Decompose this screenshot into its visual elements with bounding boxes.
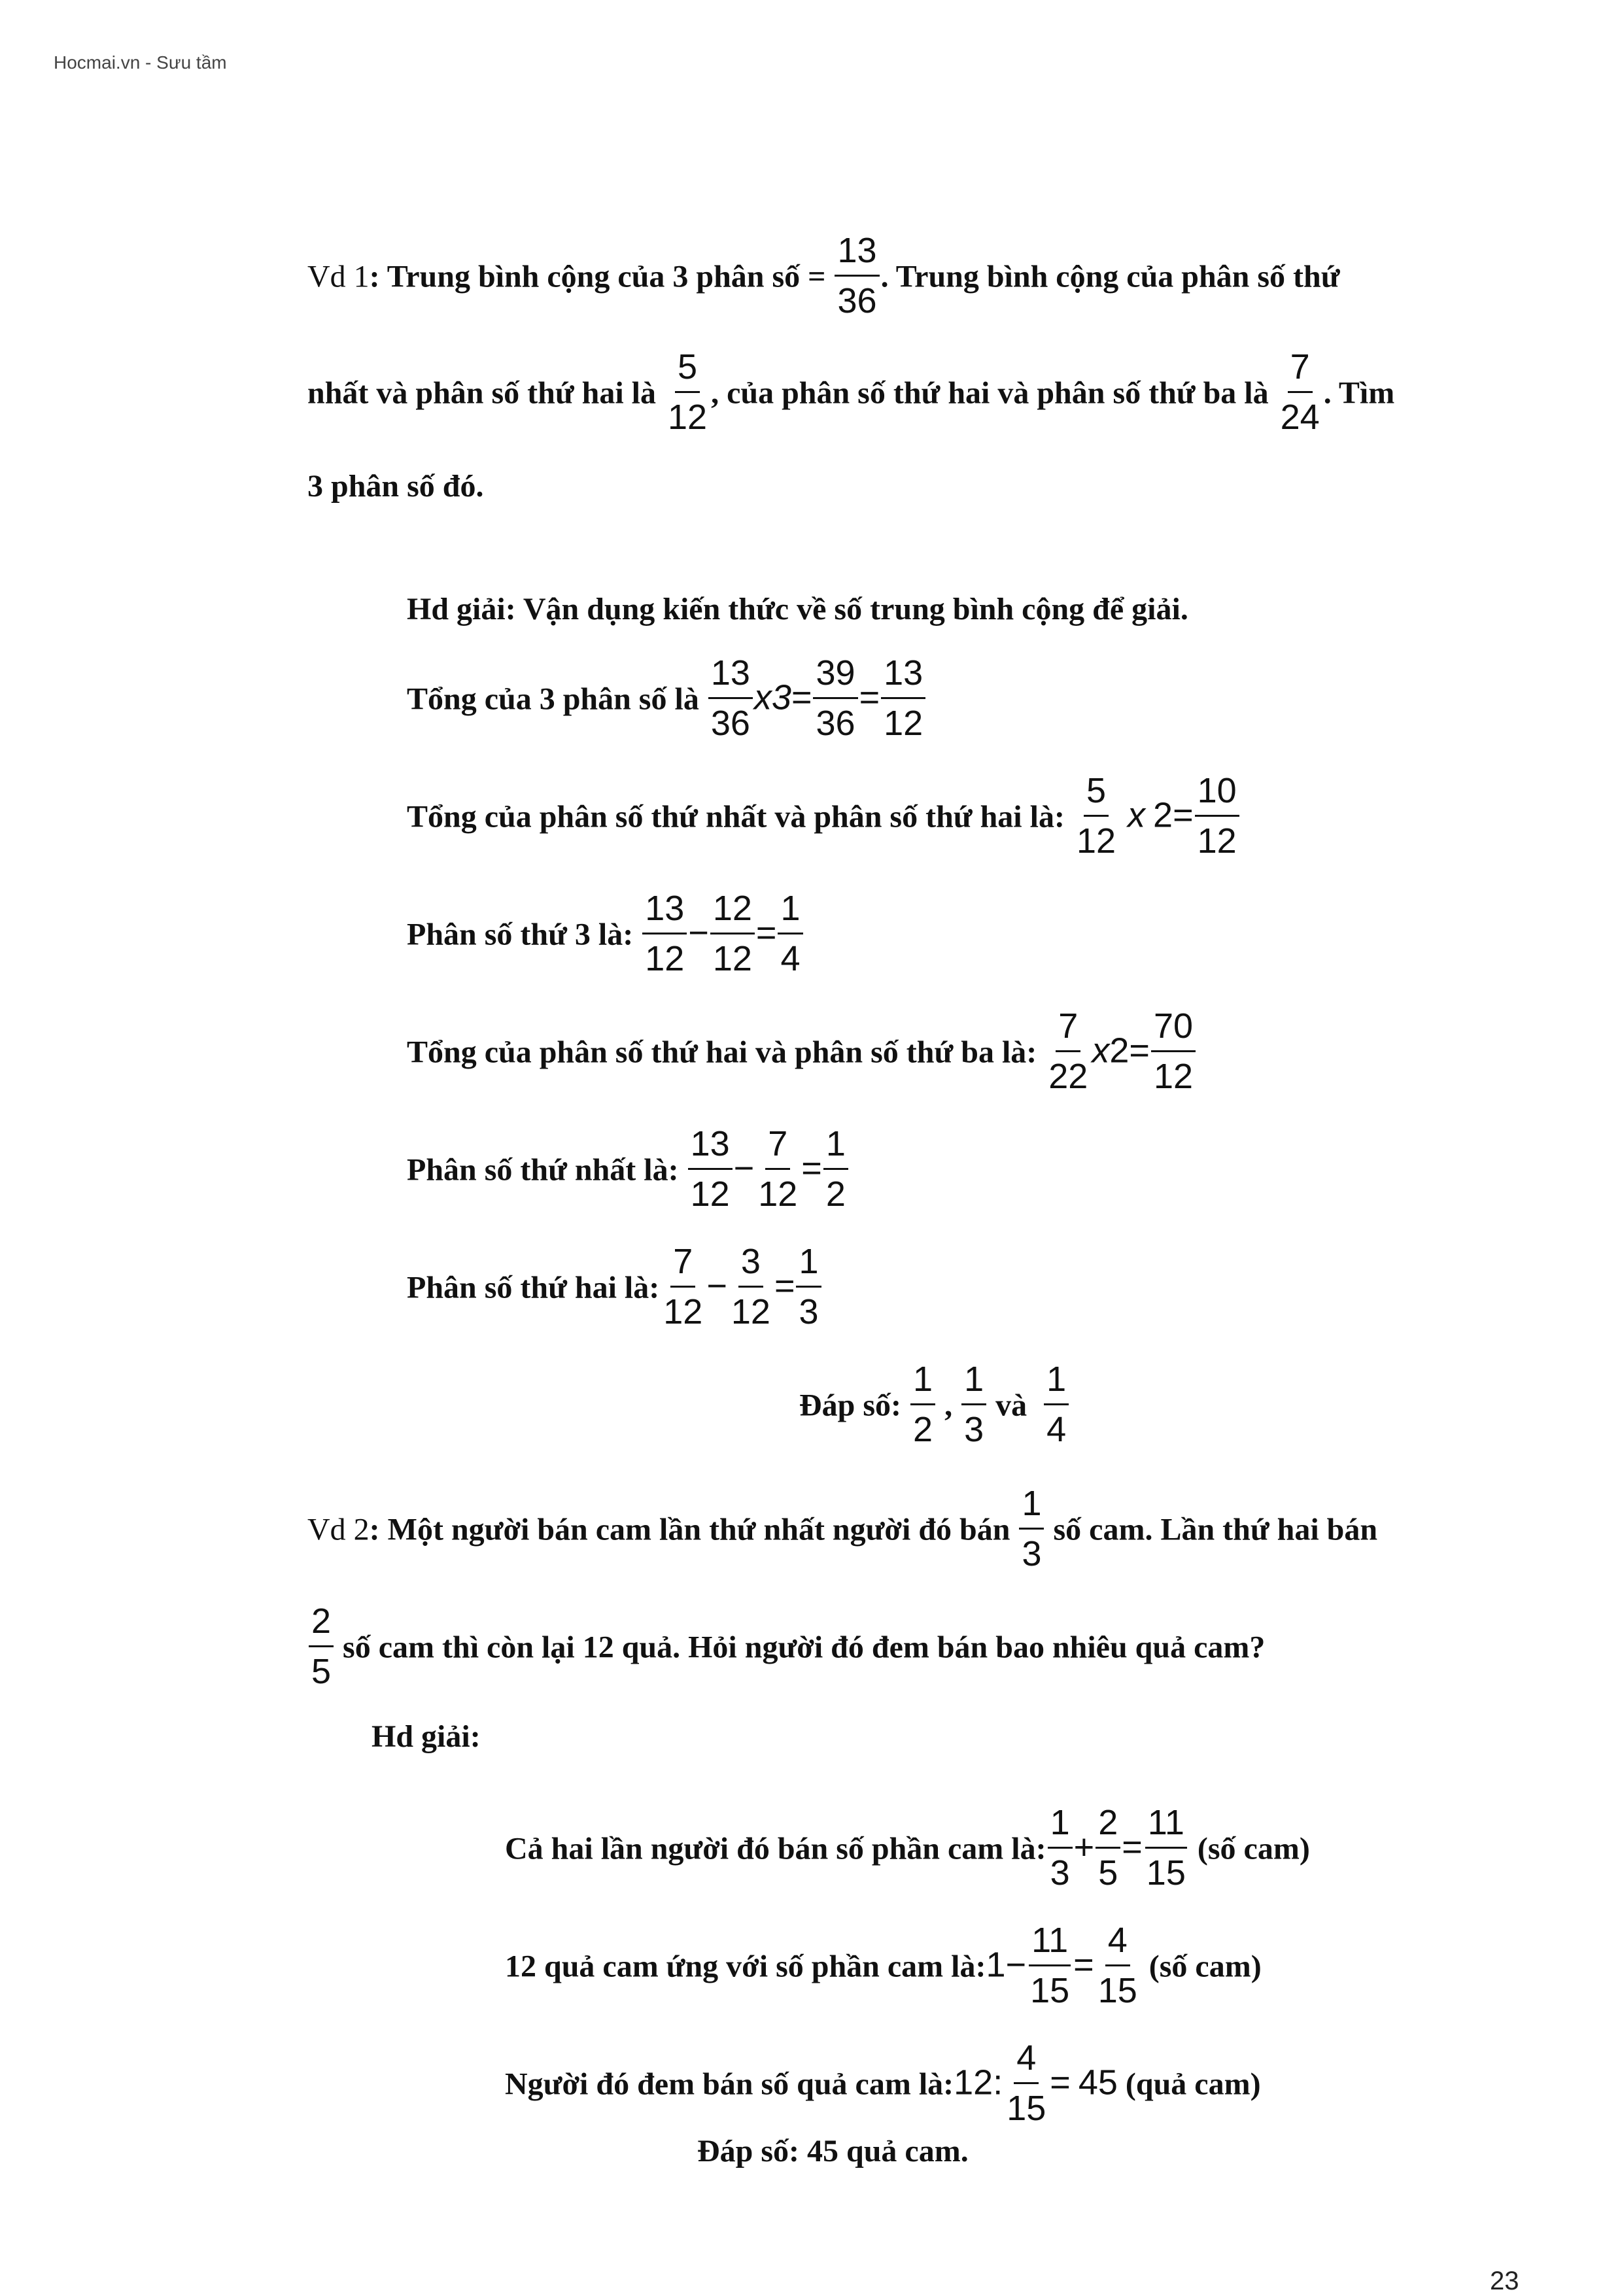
fraction: $\frac{2}{5}$: [1096, 1805, 1120, 1891]
fraction: $\frac{13}{12}$: [688, 1126, 733, 1212]
fraction: $\frac{3}{12}$: [731, 1242, 770, 1331]
vd2-step2: 12 quả cam ứng với số phần cam là:1− $\frac{11}{15}$ = $\frac{4}{15}$ (số cam): [505, 1921, 1262, 2010]
fraction: $\frac{10}{12}$: [1195, 773, 1239, 859]
fraction: $\frac{1}{4}$: [1044, 1362, 1069, 1447]
vd1-step1: Tổng của 3 phân số là $\frac{13}{36}$ x3= $\frac{39}{36}$ = $\frac{13}{12}$: [407, 659, 927, 745]
fraction: $\frac{1}{3}$: [1048, 1805, 1073, 1891]
fraction: $\frac{1}{3}$: [796, 1244, 821, 1329]
fraction: $\frac{11}{15}$: [1030, 1921, 1070, 2010]
fraction: $\frac{4}{15}$: [1097, 1921, 1137, 2010]
fraction: $\frac{1}{2}$: [823, 1126, 848, 1212]
vd1-f12-fraction: $\frac{5}{12}$: [668, 347, 708, 437]
vd1-line2: [307, 347, 1395, 439]
fraction: $\frac{7}{12}$: [663, 1242, 703, 1331]
fraction: $\frac{39}{36}$: [813, 655, 857, 741]
vd2-step1: Cả hai lần người đó bán số phần cam là: $\frac{1}{3}$ + $\frac{2}{5}$ = $\frac{11}{15}$ (số cam): [505, 1803, 1310, 1893]
vd2-answer: Đáp số: 45 quả cam.: [697, 2134, 969, 2168]
vd2-hd: Hd giải:: [371, 1719, 481, 1754]
vd1-line3: 3 phân số đó.: [307, 469, 484, 504]
fraction: $\frac{12}{12}$: [710, 891, 755, 976]
page-number: 23: [1490, 2267, 1519, 2295]
vd1-avg-fraction: $\frac{13}{36}$: [835, 233, 879, 318]
vd2-line1: Vd 2: Một người bán cam lần thứ nhất người đó bán $\frac{1}{3}$ số cam. Lần thứ hai bán: [307, 1484, 1378, 1573]
fraction: $\frac{13}{12}$: [881, 655, 925, 741]
fraction: $\frac{1}{2}$: [910, 1362, 935, 1447]
vd1-label: Vd 1: [307, 259, 370, 294]
vd2-label: Vd 2: [307, 1512, 370, 1547]
fraction: $\frac{13}{36}$: [708, 655, 753, 741]
fraction: $\frac{1}{3}$: [961, 1362, 986, 1447]
vd2-line2: $\frac{2}{5}$ số cam thì còn lại 12 quả. Hỏi người đó đem bán bao nhiêu quả cam?: [307, 1607, 1265, 1693]
vd1-line1-rest: . Trung bình cộng của phân số thứ: [880, 259, 1340, 294]
vd1-sep: :: [369, 259, 380, 294]
vd1-step2: Tổng của phân số thứ nhất và phân số thứ hai là: $\frac{5}{12}$ x 2= $\frac{10}{12}$: [407, 777, 1241, 863]
fraction: $\frac{7}{22}$: [1048, 1006, 1088, 1096]
vd1-line2-text: nhất và phân số thứ hai là: [307, 375, 656, 411]
fraction: $\frac{4}{15}$: [1007, 2038, 1046, 2128]
fraction: $\frac{1}{4}$: [778, 891, 802, 976]
vd1-hd-text: Vận dụng kiến thức về số trung bình cộng để giải.: [523, 592, 1188, 626]
vd1-line2-mid: , của phân số thứ hai và phân số thứ ba là: [711, 375, 1269, 411]
fraction: $\frac{11}{15}$: [1146, 1803, 1186, 1893]
fraction: $\frac{5}{12}$: [1076, 771, 1116, 861]
vd1-step4: Tổng của phân số thứ hai và phân số thứ ba là: $\frac{7}{22}$ x2= $\frac{70}{12}$: [407, 1012, 1197, 1098]
vd1-step3: Phân số thứ 3 là: $\frac{13}{12}$ − $\frac{12}{12}$ = $\frac{1}{4}$: [407, 895, 804, 980]
vd1-line1: [307, 231, 1340, 322]
fraction: $\frac{70}{12}$: [1151, 1008, 1196, 1094]
vd1-hd-label: Hd giải:: [407, 592, 516, 626]
vd2-step3: Người đó đem bán số quả cam là:12: $\frac{4}{15}$ = 45 (quả cam): [505, 2038, 1261, 2128]
fraction: $\frac{13}{12}$: [642, 891, 687, 976]
fraction: $\frac{1}{3}$: [1019, 1486, 1044, 1571]
vd1-line2-end: . Tìm: [1323, 375, 1395, 411]
vd1-answer: Đáp số: $\frac{1}{2}$ , $\frac{1}{3}$ và $\frac{1}{4}$: [799, 1365, 1070, 1451]
vd1-f23-fraction: $\frac{7}{24}$: [1280, 347, 1320, 437]
vd1-step5: Phân số thứ nhất là: $\frac{13}{12}$ − $\frac{7}{12}$ = $\frac{1}{2}$: [407, 1130, 850, 1216]
fraction: $\frac{7}{12}$: [758, 1124, 798, 1214]
vd1-hd: [407, 594, 1188, 625]
vd1-line1-text: Trung bình cộng của 3 phân số =: [387, 259, 826, 294]
page-header: Hocmai.vn - Sưu tầm: [54, 52, 227, 73]
fraction: $\frac{2}{5}$: [309, 1603, 334, 1689]
vd1-step6: Phân số thứ hai là: $\frac{7}{12}$ − $\frac{3}{12}$ = $\frac{1}{3}$: [407, 1248, 823, 1333]
